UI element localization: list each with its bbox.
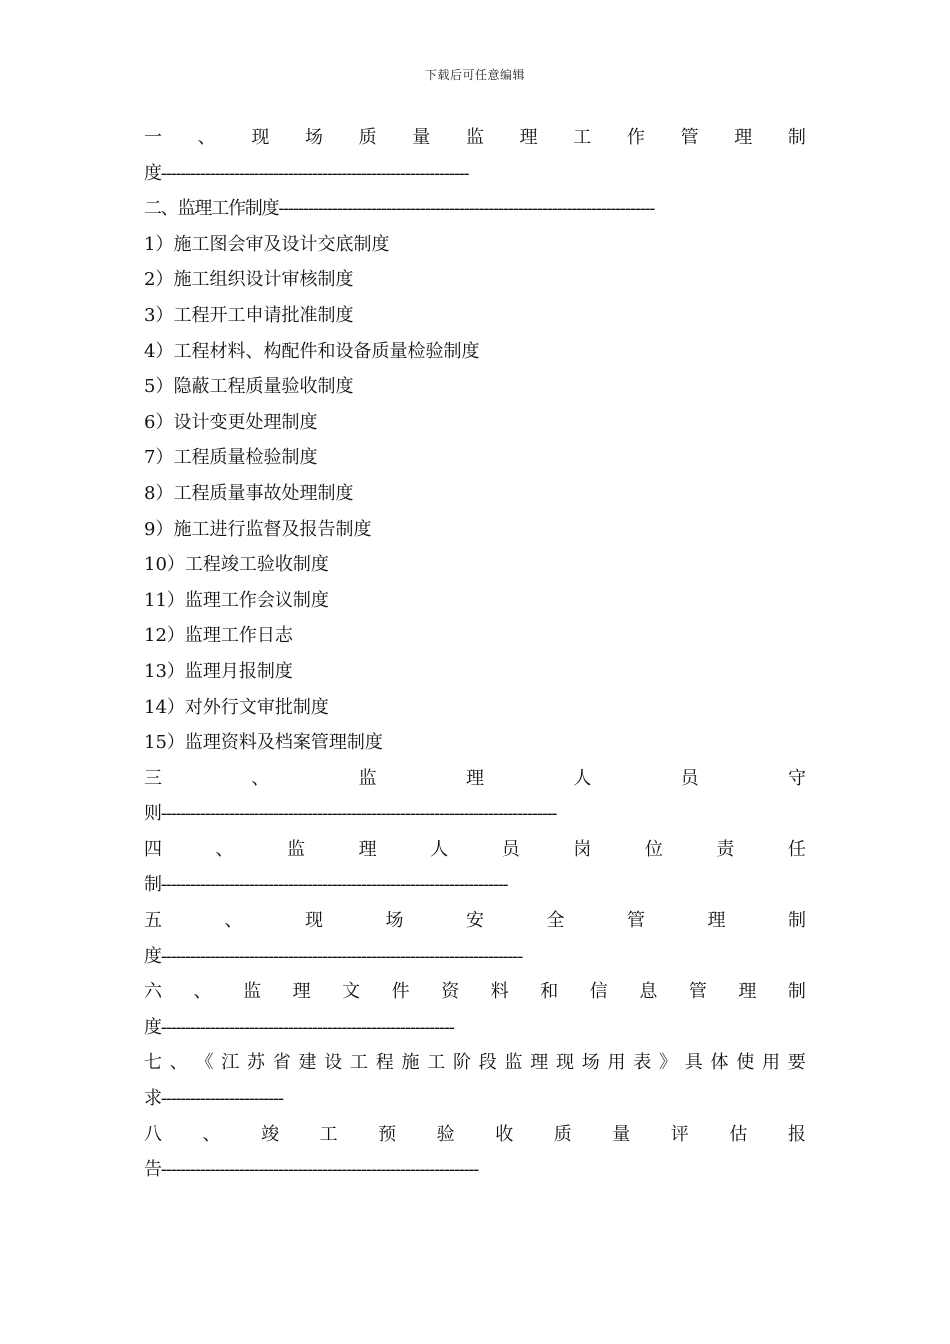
toc-heading-2: 二、监理工作制度----------------------------------------------------------------------------- — [144, 198, 655, 220]
heading-char: 、 — [215, 838, 234, 860]
heading-char: 三 — [144, 767, 162, 789]
toc-heading-4 — [144, 832, 806, 868]
toc-heading-1 — [144, 120, 806, 156]
heading-char: 制 — [787, 981, 806, 1003]
heading-char: 施 — [401, 1052, 420, 1074]
heading-char: 评 — [670, 1123, 689, 1145]
heading-char: 报 — [787, 1123, 806, 1145]
heading-char: 理 — [530, 1052, 549, 1074]
heading-char: 预 — [378, 1123, 397, 1145]
heading-char: 监 — [243, 981, 262, 1003]
heading-char: 件 — [391, 981, 410, 1003]
heading-char: 工 — [319, 1123, 338, 1145]
heading-char: 、 — [202, 1123, 221, 1145]
heading-char: 验 — [436, 1123, 455, 1145]
heading-char: 一 — [144, 127, 162, 148]
heading-char: 息 — [639, 981, 658, 1003]
heading-char: 估 — [729, 1123, 748, 1145]
heading-char: 》 — [659, 1052, 677, 1074]
toc-item-7: 7）工程质量检验制度 — [144, 447, 318, 469]
heading-char: 现 — [556, 1052, 574, 1074]
heading-char: 和 — [540, 981, 559, 1003]
heading-char: 程 — [375, 1052, 394, 1074]
heading-char: 人 — [430, 838, 449, 860]
heading-char: 岗 — [573, 838, 592, 860]
heading-char: 管 — [680, 127, 699, 148]
heading-char: 质 — [358, 127, 377, 148]
heading-char: 监 — [287, 838, 306, 860]
toc-heading-3 — [144, 761, 806, 797]
heading-char: 、 — [169, 1052, 188, 1074]
heading-char: 安 — [466, 910, 484, 932]
heading-char: 理 — [519, 127, 538, 148]
heading-char: 理 — [738, 981, 757, 1003]
heading-char: 场 — [385, 910, 404, 932]
heading-char: 监 — [504, 1052, 523, 1074]
heading-char: 四 — [144, 838, 162, 860]
heading-char: 竣 — [261, 1123, 280, 1145]
heading-char: 理 — [292, 981, 311, 1003]
heading-char: 员 — [680, 767, 699, 789]
heading-char: 守 — [787, 767, 806, 789]
toc-heading-7-tail: 求------------------------- — [144, 1088, 283, 1110]
heading-char: 建 — [298, 1052, 317, 1074]
heading-char: 要 — [787, 1052, 806, 1074]
heading-char: 用 — [607, 1052, 626, 1074]
heading-char: 、 — [193, 981, 212, 1003]
heading-char: 理 — [465, 767, 484, 789]
toc-heading-5 — [144, 903, 806, 939]
heading-char: 位 — [644, 838, 663, 860]
toc-heading-1-tail: 度--------------------------------------------------------------- — [144, 162, 469, 184]
toc-item-11: 11）监理工作会议制度 — [144, 589, 329, 611]
heading-char: 文 — [342, 981, 361, 1003]
heading-char: 制 — [788, 910, 806, 932]
heading-char: 收 — [495, 1123, 514, 1145]
toc-heading-4-tail: 制----------------------------------------------------------------------- — [144, 874, 508, 896]
toc-item-4: 4）工程材料、构配件和设备质量检验制度 — [144, 340, 480, 362]
heading-char: 理 — [358, 838, 377, 860]
heading-char: 八 — [144, 1123, 162, 1145]
heading-char: 设 — [324, 1052, 343, 1074]
heading-char: 、 — [224, 910, 243, 932]
heading-char: 作 — [626, 127, 645, 148]
heading-char: 段 — [478, 1052, 497, 1074]
page-header: 下载后可任意编辑 — [424, 68, 525, 82]
toc-heading-6-tail: 度------------------------------------------------------------ — [144, 1016, 454, 1038]
heading-char: 阶 — [453, 1052, 471, 1074]
heading-char: 资 — [441, 981, 460, 1003]
toc-heading-8 — [144, 1117, 806, 1153]
toc-item-9: 9）施工进行监督及报告制度 — [144, 518, 372, 540]
heading-char: 员 — [501, 838, 520, 860]
toc-heading-6 — [144, 974, 806, 1010]
toc-item-12: 12）监理工作日志 — [144, 625, 293, 647]
toc-item-3: 3）工程开工申请批准制度 — [144, 304, 354, 326]
heading-char: 工 — [350, 1052, 368, 1074]
heading-char: 具 — [684, 1052, 703, 1074]
heading-char: 场 — [581, 1052, 600, 1074]
heading-char: 质 — [553, 1123, 572, 1145]
toc-item-13: 13）监理月报制度 — [144, 660, 293, 682]
heading-char: 苏 — [247, 1052, 265, 1074]
heading-char: 监 — [465, 127, 484, 148]
heading-char: 人 — [573, 767, 592, 789]
heading-char: 责 — [716, 838, 735, 860]
toc-item-10: 10）工程竣工验收制度 — [144, 554, 329, 576]
heading-char: 场 — [304, 127, 323, 148]
heading-char: 工 — [573, 127, 592, 148]
toc-item-6: 6）设计变更处理制度 — [144, 411, 318, 433]
heading-char: 用 — [762, 1052, 780, 1074]
heading-char: 制 — [787, 127, 806, 148]
heading-char: 现 — [305, 910, 323, 932]
heading-char: 监 — [358, 767, 377, 789]
heading-char: 六 — [144, 981, 162, 1003]
toc-item-8: 8）工程质量事故处理制度 — [144, 482, 354, 504]
heading-char: 、 — [251, 767, 270, 789]
heading-char: 管 — [627, 910, 645, 932]
heading-char: 七 — [144, 1052, 162, 1074]
toc-item-1: 1）施工图会审及设计交底制度 — [144, 233, 390, 255]
heading-char: 料 — [490, 981, 509, 1003]
heading-char: 现 — [251, 127, 270, 148]
heading-char: 全 — [546, 910, 565, 932]
heading-char: 使 — [736, 1052, 755, 1074]
toc-item-5: 5）隐蔽工程质量验收制度 — [144, 376, 354, 398]
heading-char: 理 — [707, 910, 726, 932]
toc-item-15: 15）监理资料及档案管理制度 — [144, 732, 383, 754]
toc-heading-7 — [144, 1045, 806, 1081]
table-of-contents — [144, 120, 806, 1188]
toc-heading-5-tail: 度-------------------------------------------------------------------------- — [144, 945, 523, 967]
toc-heading-3-tail: 则--------------------------------------------------------------------------------- — [144, 803, 557, 825]
toc-heading-8-tail: 告----------------------------------------------------------------- — [144, 1159, 479, 1181]
heading-char: 五 — [144, 910, 162, 932]
heading-char: 理 — [734, 127, 753, 148]
heading-char: 《 — [195, 1052, 214, 1074]
heading-char: 省 — [272, 1052, 291, 1074]
heading-char: 体 — [710, 1052, 729, 1074]
heading-char: 量 — [412, 127, 431, 148]
heading-char: 任 — [787, 838, 806, 860]
heading-char: 工 — [427, 1052, 446, 1074]
heading-char: 、 — [197, 127, 216, 148]
toc-item-2: 2）施工组织设计审核制度 — [144, 269, 354, 291]
heading-char: 江 — [221, 1052, 240, 1074]
heading-char: 表 — [633, 1052, 652, 1074]
heading-char: 量 — [612, 1123, 631, 1145]
heading-char: 信 — [589, 981, 608, 1003]
heading-char: 管 — [688, 981, 707, 1003]
toc-item-14: 14）对外行文审批制度 — [144, 696, 329, 718]
